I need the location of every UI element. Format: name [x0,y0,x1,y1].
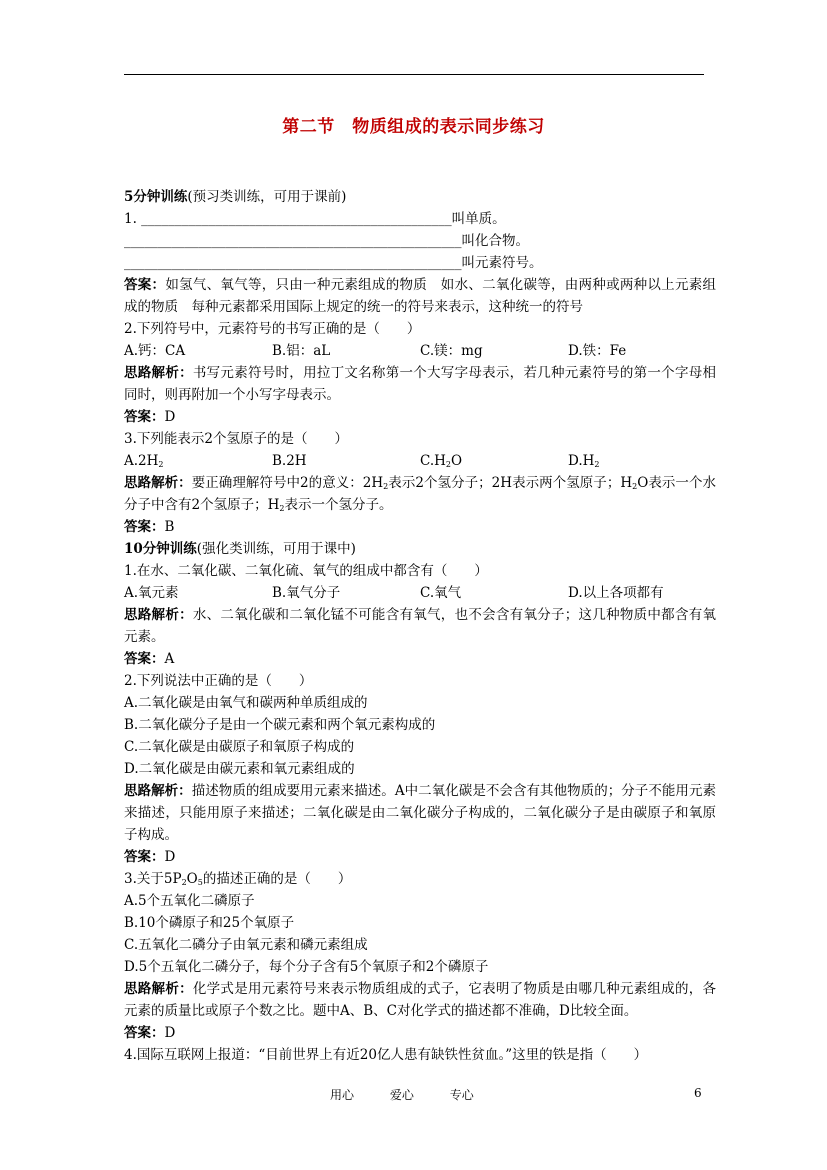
option-d: D.二氧化碳是由碳元素和氧元素组成的 [124,761,355,777]
option-a: A.钙：CA [124,343,186,359]
p1-answer: 答案：A [124,651,175,667]
p2-answer: 答案：D [124,849,176,865]
p3-explanation: 思路解析：化学式是用元素符号来表示物质组成的式子，它表明了物质是由哪几种元素组成的，各元素的质量比或原子个数之比。题中A、B、C对化学式的描述都不准确，D比较全面。 [124,981,717,1019]
document-body [124,186,716,1066]
section-heading-5min: 5分钟训练(预习类训练，可用于课前) [124,189,347,205]
p1-options [124,582,716,604]
page-number: 6 [694,1086,702,1100]
q3-explanation: 思路解析：要正确理解符号中2的意义：$2H_2$表示2个氢分子；2H表示两个氢原子；$H_2O$表示一个水分子中含有2个氢原子；$H_2$表示一个氢分子。 [124,475,716,513]
page-title: 第二节 物质组成的表示同步练习 [282,117,545,137]
option-a: A.5个五氧化二磷原子 [124,893,255,909]
q1-line2: __________________________________________________叫化合物。 [124,233,529,249]
p2-stem: 2.下列说法中正确的是（ ） [124,673,313,689]
q3-options [124,450,716,472]
section-heading-10min: 10分钟训练(强化类训练，可用于课中) [124,541,356,557]
q1-line3: __________________________________________________叫元素符号。 [124,255,543,271]
option-d: D.以上各项都有 [568,585,664,601]
q2-options [124,340,716,362]
option-d: D.铁：Fe [568,343,627,359]
option-c: C.镁：mg [420,343,483,359]
q2-stem: 2.下列符号中，元素符号的书写正确的是（ ） [124,321,421,337]
p3-answer: 答案：D [124,1025,176,1041]
q1-line1: 1. ______________________________________________叫单质。 [124,211,506,227]
option-b: B.铝：aL [272,343,331,359]
option-c: C.氧气 [420,585,462,601]
option-b: B.二氧化碳分子是由一个碳元素和两个氧元素构成的 [124,717,436,733]
p4-stem: 4.国际互联网上报道：“目前世界上有近20亿人患有缺铁性贫血。”这里的铁是指（ ） [124,1047,648,1063]
header-rule [124,74,704,75]
option-d: $D.H_2$ [568,453,600,469]
option-d: D.5个五氧化二磷分子，每个分子含有5个氧原子和2个磷原子 [124,959,489,975]
option-c: $C.H_2O$ [420,453,463,469]
q3-answer: 答案：B [124,519,175,535]
option-b: B.2H [272,453,307,469]
p1-explanation: 思路解析：水、二氧化碳和二氧化锰不可能含有氧气，也不会含有氧分子；这几种物质中都含有氧元素。 [124,607,717,645]
option-c: C.五氧化二磷分子由氧元素和磷元素组成 [124,937,368,953]
option-a: A.二氧化碳是由氧气和碳两种单质组成的 [124,695,368,711]
p2-explanation: 思路解析：描述物质的组成要用元素来描述。A中二氧化碳是不会含有其他物质的；分子不能用元素来描述，只能用原子来描述；二氧化碳是由二氧化碳分子构成的，二氧化碳分子是由碳原子和氧原子构成。 [124,783,717,843]
p1-stem: 1.在水、二氧化碳、二氧化硫、氧气的组成中都含有（ ） [124,563,488,579]
q3-stem: 3.下列能表示2个氢原子的是（ ） [124,431,348,447]
q1-answer: 答案：如氢气、氧气等，只由一种元素组成的物质 如水、二氧化碳等，由两种或两种以上元素组成的物质 每种元素都采用国际上规定的统一的符号来表示，这种统一的符号 [124,277,717,315]
option-b: B.10个磷原子和25个氧原子 [124,915,295,931]
option-a: A.氧元素 [124,585,179,601]
option-c: C.二氧化碳是由碳原子和氧原子构成的 [124,739,355,755]
q2-explanation: 思路解析：书写元素符号时，用拉丁文名称第一个大写字母表示，若几种元素符号的第一个字母相同时，则再附加一个小写字母表示。 [124,365,717,403]
q2-answer: 答案：D [124,409,176,425]
p3-stem: 3.关于$5P_2O_5$的描述正确的是（ ） [124,871,352,887]
footer-motto: 用心 爱心 专心 [330,1088,474,1102]
option-a: $A.2H_2$ [124,453,164,469]
option-b: B.氧气分子 [272,585,341,601]
